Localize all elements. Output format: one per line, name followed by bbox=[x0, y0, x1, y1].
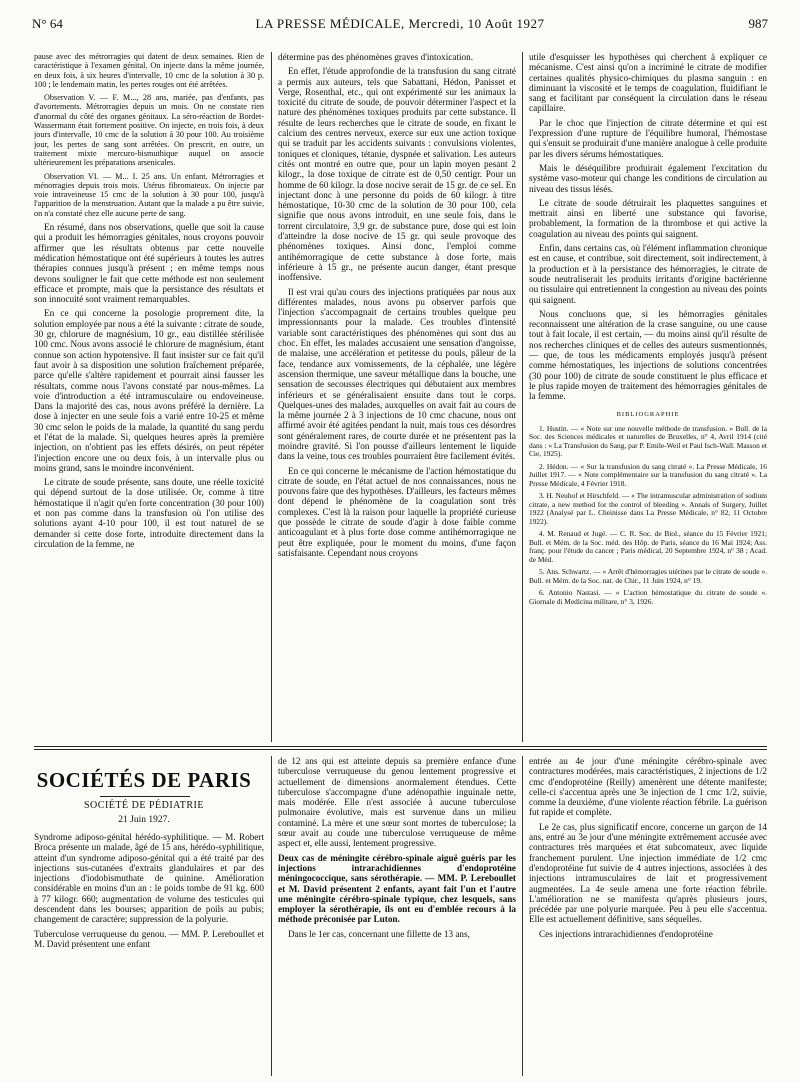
societes-column-1 bbox=[34, 832, 264, 1076]
bibliography-heading: BIBLIOGRAPHIE bbox=[616, 410, 680, 418]
bibliography-entry: 5. Ans. Schwartz. — « Arrêt d'hémorragies utérines par le citrate de soude ». Bull. et Mém. de la Soc. nat. de Chir., 11 Juin 1924, n° 19. bbox=[529, 567, 767, 585]
paragraph: de 12 ans qui est atteinte depuis sa première enfance d'une tuberculose verruqueuse du genou lentement progressive et actuellement de dimensions anormalement étendues. Cette tuberculose s'accompagne d'une adénopathie inguinale nette, mais modérée. Elle n'est associée à aucune tuberculose pulmonaire évolutive, mais est survenue dans un milieu contaminé. La mère et une sœur sont mortes de tuberculose; la sœur avait au coude une tuberculose verruqueuse de même aspect et, elle aussi, lentement progressive. bbox=[278, 756, 516, 849]
bibliography-entry: 2. Hédon. — « Sur la transfusion du sang citraté ». La Presse Médicale, 16 Juillet 1917. — « Note complémentaire sur la transfusion du sang citraté ». La Presse Médicale, 4 Février 1918. bbox=[529, 461, 767, 488]
paragraph: Observation V. — F. M..., 28 ans, mariée, pas d'enfants, pas d'avortements. Métrorragies depuis un mois. On ne constate rien d'anormal du côté des organes génitaux. La séro-réaction de Bordet-Wassermann était fortement positive. On injecte, en trois fois, à deux jours d'intervalle, 10 cmc de la solution à 30 pour 100. Au troisième jour, les pertes de sang sont arrêtées. On prescrit, en outre, un traitement mixte mercuro-bismuthique auquel on associe ultérieurement les préparations arsenicales. bbox=[34, 93, 264, 168]
page-number: 987 bbox=[748, 16, 768, 31]
page-header bbox=[24, 16, 776, 36]
paragraph: Nous concluons que, si les hémorragies génitales reconnaissent une altération de la crase sanguine, ou une cause tout à fait locale, il est certain, — du moins ainsi qu'il résulte de nos recherches cliniques et de celles des auteurs susmentionnés, — que, de tous les médicaments employés jusqu'à présent comme hémostatiques, les injections de solutions concentrées (30 pour 100) de citrate de soude constituent le plus efficace et le plus rapide moyen de traitement des hémorragies génitales de la femme. bbox=[529, 308, 767, 402]
paragraph: Ces injections intrarachidiennes d'endoprotéine bbox=[539, 928, 713, 939]
section-divider bbox=[34, 749, 767, 750]
article-column-2 bbox=[278, 52, 516, 742]
paragraph: Le 2e cas, plus significatif encore, concerne un garçon de 14 ans, entré au 3e jour d'une méningite extrêmement accusée avec contractures très marquées et état subcomateux, avec liquide franchement purulent. Une injection immédiate de 1/2 cmc d'endoprotéine fut suivie de 4 autres injections, associées à des injections intramusculaires de lait et progressivement augmentées. La 4e seule amena une forte réaction fébrile. L'amélioration ne se manifesta qu'après plusieurs jours, précédée par une polyurie marquée. Peu à peu elle s'accentua. Elle est actuellement définitive, sans séquelles. bbox=[529, 821, 767, 925]
column-divider bbox=[522, 756, 523, 1076]
bibliography-entry: 3. H. Neuhof et Hirschfeld. — « The intramuscular administration of sodium citrate, a new method for the control of bleeding ». Annals of Surgery, Juillet 1922 (Analysé par L. Cheinisse dans La Presse Médicale, n° 82, 11 Octobre 1922). bbox=[529, 491, 767, 526]
society-name: SOCIÉTÉ DE PÉDIATRIE bbox=[84, 800, 204, 811]
paragraph: utile d'esquisser les hypothèses qui cherchent à expliquer ce mécanisme. C'est ainsi qu'on a incriminé le citrate de modifier certaines qualités physico-chimiques du plasma sanguin : en diminuant la viscosité et le temps de coagulation, fluidifiant le sang et facilitant par conséquent la circulation dans le réseau capillaire. bbox=[529, 52, 767, 114]
paragraph: Il est vrai qu'au cours des injections pratiquées par nous aux différentes malades, nous avons pu observer parfois que l'injection s'accompagnait de certains troubles quelque peu impressionnants pour la malade. Ces troubles d'intensité variable sont caractéristiques des phénomènes qui sont dus au choc. En effet, les malades accusaient une sensation d'angoisse, de malaise, une accélération et petitesse du pouls, pâleur de la face, tendance aux vomissements, de la céphalée, une légère ascension thermique, une saveur métallique dans la bouche, une sensation de secousses électriques qui débutaient aux membres inférieurs et se généralisaient ensuite dans tout le corps. Quelques-unes des malades, auxquelles on avait fait au cours de la même journée 2 à 3 injections de 10 cmc chacune, nous ont affirmé avoir été agitées pendant la nuit, mais tous ces désordres sont généralement rares, de courte durée et ne présentent pas la moindre gravité. Si l'on pousse d'ailleurs lentement le liquide dans la veine, tous ces troubles pourraient être facilement évités. bbox=[278, 286, 516, 462]
paragraph: Deux cas de méningite cérébro-spinale aiguë guéris par les injections intrarachidiennes d'endoprotéine méningococcique, sans sérothérapie. — MM. P. Lereboullet et M. David présentent 2 enfants, ayant fait l'un et l'autre une méningite cérébro-spinale typique, chez lesquels, sans employer la sérothérapie, ils ont eu d'emblée recours à la méthode préconisée par Luton. bbox=[278, 852, 516, 925]
paragraph: Le citrate de soude détruirait les plaquettes sanguines et mettrait ainsi en liberté une substance qui favorise, probablement, la formation de la thrombose et qui active la coagulation au niveau des points qui saignent. bbox=[529, 197, 767, 239]
session-date: 21 Juin 1927. bbox=[118, 815, 170, 825]
section-divider bbox=[34, 746, 767, 747]
paragraph: entrée au 4e jour d'une méningite cérébro-spinale avec contractures modérées, mais caractéristiques, 2 injections de 1/2 cmc d'endoprotéine (Reilly) amenèrent une détente manifeste; celle-ci s'accentua après une 3e injection de 1 cmc 1/2, suivie, comme la deuxième, d'une violente réaction fébrile. La guérison fut rapide et complète. bbox=[529, 756, 767, 818]
societes-column-2 bbox=[278, 756, 516, 1076]
societes-column-3 bbox=[529, 756, 767, 1076]
paragraph: En ce qui concerne la posologie proprement dite, la solution employée par nous a été la suivante : citrate de soude, 30 gr, chlorure de magnésium, 10 gr., eau distillée stérilisée 100 cmc. Nous avons associé le chlorure de magnésium, étant connue son action hypotensive. Il faut insister sur ce fait qu'il faut avoir à sa disposition une solution fraîchement préparée, parce qu'elle s'altère rapidement et pourrait ainsi fausser les résultats, comme nous l'avons constaté par nous-mêmes. La voie d'introduction a été intramusculaire ou endoveineuse. Dans la majorité des cas, nous avons préféré la dernière. La dose à injecter en une seule fois a varié entre 10-25 et même 30 cmc selon le poids de la malade, la quantité du sang perdu et l'état de la malade. Si, quelques heures après la première injection, on n'obtient pas les effets désirés, on peut répéter l'injection encore une ou deux fois, à un intervalle plus ou moins grand, sans le moindre inconvénient. bbox=[34, 308, 264, 473]
column-divider bbox=[271, 756, 272, 1076]
bibliography-entry: 4. M. Renaud et Jugé. — C. R. Soc. de Biol., séance du 15 Février 1921; Bull. et Mém. de la Soc. méd. des Hôp. de Paris, séance du 16 Mai 1924; Ass. franç. pour l'étude du cancer ; Paris médical, 20 Septembre 1924, n° 38 ; Acad. de Méd. bbox=[529, 529, 767, 564]
issue-number: N° 64 bbox=[32, 16, 63, 31]
column-divider bbox=[271, 52, 272, 742]
paragraph: En ce qui concerne le mécanisme de l'action hémostatique du citrate de soude, en l'état actuel de nos connaissances, nous ne pouvons faire que des hypothèses. D'ailleurs, les facteurs mêmes dont dépend le phénomène de la coagulation sont très complexes. C'est là la raison pour laquelle la propriété curieuse que possède le citrate de soude d'agir à dose faible comme anticoagulant et à plus forte dose comme antihémorragique ne peut être expliquée, pour le moment du moins, d'une façon satisfaisante. Cependant nous croyons bbox=[278, 465, 516, 558]
paragraph: détermine pas des phénomènes graves d'intoxication. bbox=[278, 52, 474, 62]
paragraph: En effet, l'étude approfondie de la transfusion du sang citraté a permis aux auteurs, tels que Sabattani, Hédon, Panisset et Verge, Rosenthal, etc., qui ont expérimenté sur les animaux la toxicité du citrate de soude, de pouvoir déterminer l'aspect et la nature des phénomènes toxiques produits par cette substance. Il résulte de leurs recherches que le citrate de soude, en fixant le calcium des centres nerveux, exerce sur eux une action toxique qui se traduit par les accidents suivants : convulsions violentes, toniques et cloniques, tétanie, dyspnée et salivation. Les auteurs cités ont montré en outre que, pour un lapin moyen pesant 2 kilogr., la dose toxique de citrate est de 0,50 centigr. Pour un homme de 60 kilogr. la dose nocive serait de 15 gr. de ce sel. En injectant donc à une personne du poids de 60 kilogr. à titre hémostatique, 10-30 cmc de la solution de 30 pour 100, cela signifie que nous avons introduit, en une seule fois, dans le torrent circulatoire, 3,9 gr. de substance pure, dose qui est loin d'atteindre la dose nocive de 15 gr. qui seule provoque des phénomènes toxiques. Ainsi donc, l'emploi comme antihémorragique de cette substance à dose forte, mais inférieure à 15 gr., ne présente aucun danger, étant presque inoffensive. bbox=[278, 66, 516, 283]
bibliography-entry: 6. Antonio Nastasi. — « L'action hémostatique du citrate de soude ». Giornale di Medicina militare, n° 3, 1926. bbox=[529, 588, 767, 606]
paragraph: Le citrate de soude présente, sans doute, une réelle toxicité qui dépend surtout de la dose utilisée. Or, comme à titre hémostatique il n'agit qu'en forte concentration (30 pour 100) et non pas comme dans la transfusion où l'on utilise des solutions ayant 4-10 pour 100, il est tout naturel de se demander si cette dose forte, introduite directement dans la circulation de la femme, ne bbox=[34, 477, 264, 549]
article-column-3 bbox=[529, 52, 767, 742]
paragraph: pause avec des métrorragies qui datent de deux semaines. Rien de caractéristique à l'examen génital. On injecte dans la même journée, en deux fois, à six heures d'intervalle, 10 cmc de la solution à 30 p. 100 ; le lendemain matin, les pertes rouges ont été arrêtées. bbox=[34, 52, 264, 89]
title-rule bbox=[100, 796, 190, 797]
paragraph: Observation VI. — M... I. 25 ans. Un enfant. Métrorragies et ménorragies depuis trois mois. Utérus fibromateux. On injecte par voie intraveineuse 15 cmc de la solution à 30 pour 100, jusqu'à l'apparition de la menstruation. Autant que la malade a pu être suivie, on n'a constaté chez elle aucune perte de sang. bbox=[34, 171, 264, 218]
section-title: SOCIÉTÉS DE PARIS bbox=[36, 768, 252, 792]
journal-title: LA PRESSE MÉDICALE, Mercredi, 10 Août 1927 bbox=[255, 16, 545, 31]
bibliography-entry: 1. Hustin. — « Note sur une nouvelle méthode de transfusion. » Bull. de la Soc. des Sciences médicales et naturelles de Bruxelles, n° 4, Avril 1914 (cité dans : « La Transfusion du Sang, par P. Emile-Weil et Paul Isch-Wall. Masson et Cie, 1925). bbox=[529, 423, 767, 459]
paragraph: En résumé, dans nos observations, quelle que soit la cause qui a produit les hémorragies génitales, nous croyons pouvoir affirmer que les résultats obtenus par cette nouvelle médication hémostatique ont été supérieurs à toutes les autres thérapies connues jusqu'à présent ; en même temps nous devons souligner le fait que cette méthode est non seulement efficace et prompte, mais que la persistance des résultats et son innocuité sont vraiment remarquables. bbox=[34, 222, 264, 305]
paragraph: Tuberculose verruqueuse du genou. — MM. P. Lereboullet et M. David présentent une enfant bbox=[34, 928, 264, 949]
article-column-1 bbox=[34, 52, 264, 742]
paragraph: Dans le 1er cas, concernant une fillette de 13 ans, bbox=[288, 928, 470, 939]
paragraph: Par le choc que l'injection de citrate détermine et qui est l'expression d'une rupture de l'équilibre humoral, l'hémostase qui s'ensuit se produirait d'une manière analogue à celle produite par les divers sérums hémostatiques. bbox=[529, 117, 767, 159]
paragraph: Syndrome adiposo-génital hérédo-syphilitique. — M. Robert Broca présente un malade, âgé de 15 ans, hérédo-syphilitique, atteint d'un syndrome adiposo-génital qui a été traité par des injections sus-cutanées d'extraits glandulaires et par des injections d'iodobismuthate de quinine. Amélioration considérable en moins d'un an : le poids tombe de 91 kg. 600 à 77 kilogr. 660; augmentation de volume des testicules qui descendent dans les bourses; apparition de poils au pubis; changement de caractère; suppression de la polyurie. bbox=[34, 832, 264, 925]
paragraph: Enfin, dans certains cas, où l'élément inflammation chronique est en cause, et contribue, soit directement, soit indirectement, à la production et à la persistance des hémorragies, le citrate de soude neutraliserait les produits irritants d'origine bactérienne ou tissulaire qui entretiennent la congestion au niveau des points qui saignent. bbox=[529, 243, 767, 305]
column-divider bbox=[522, 52, 523, 742]
paragraph: Mais le déséquilibre produirait également l'excitation du système vaso-moteur qui change les conditions de circulation au niveau des tissus lésés. bbox=[529, 162, 767, 194]
